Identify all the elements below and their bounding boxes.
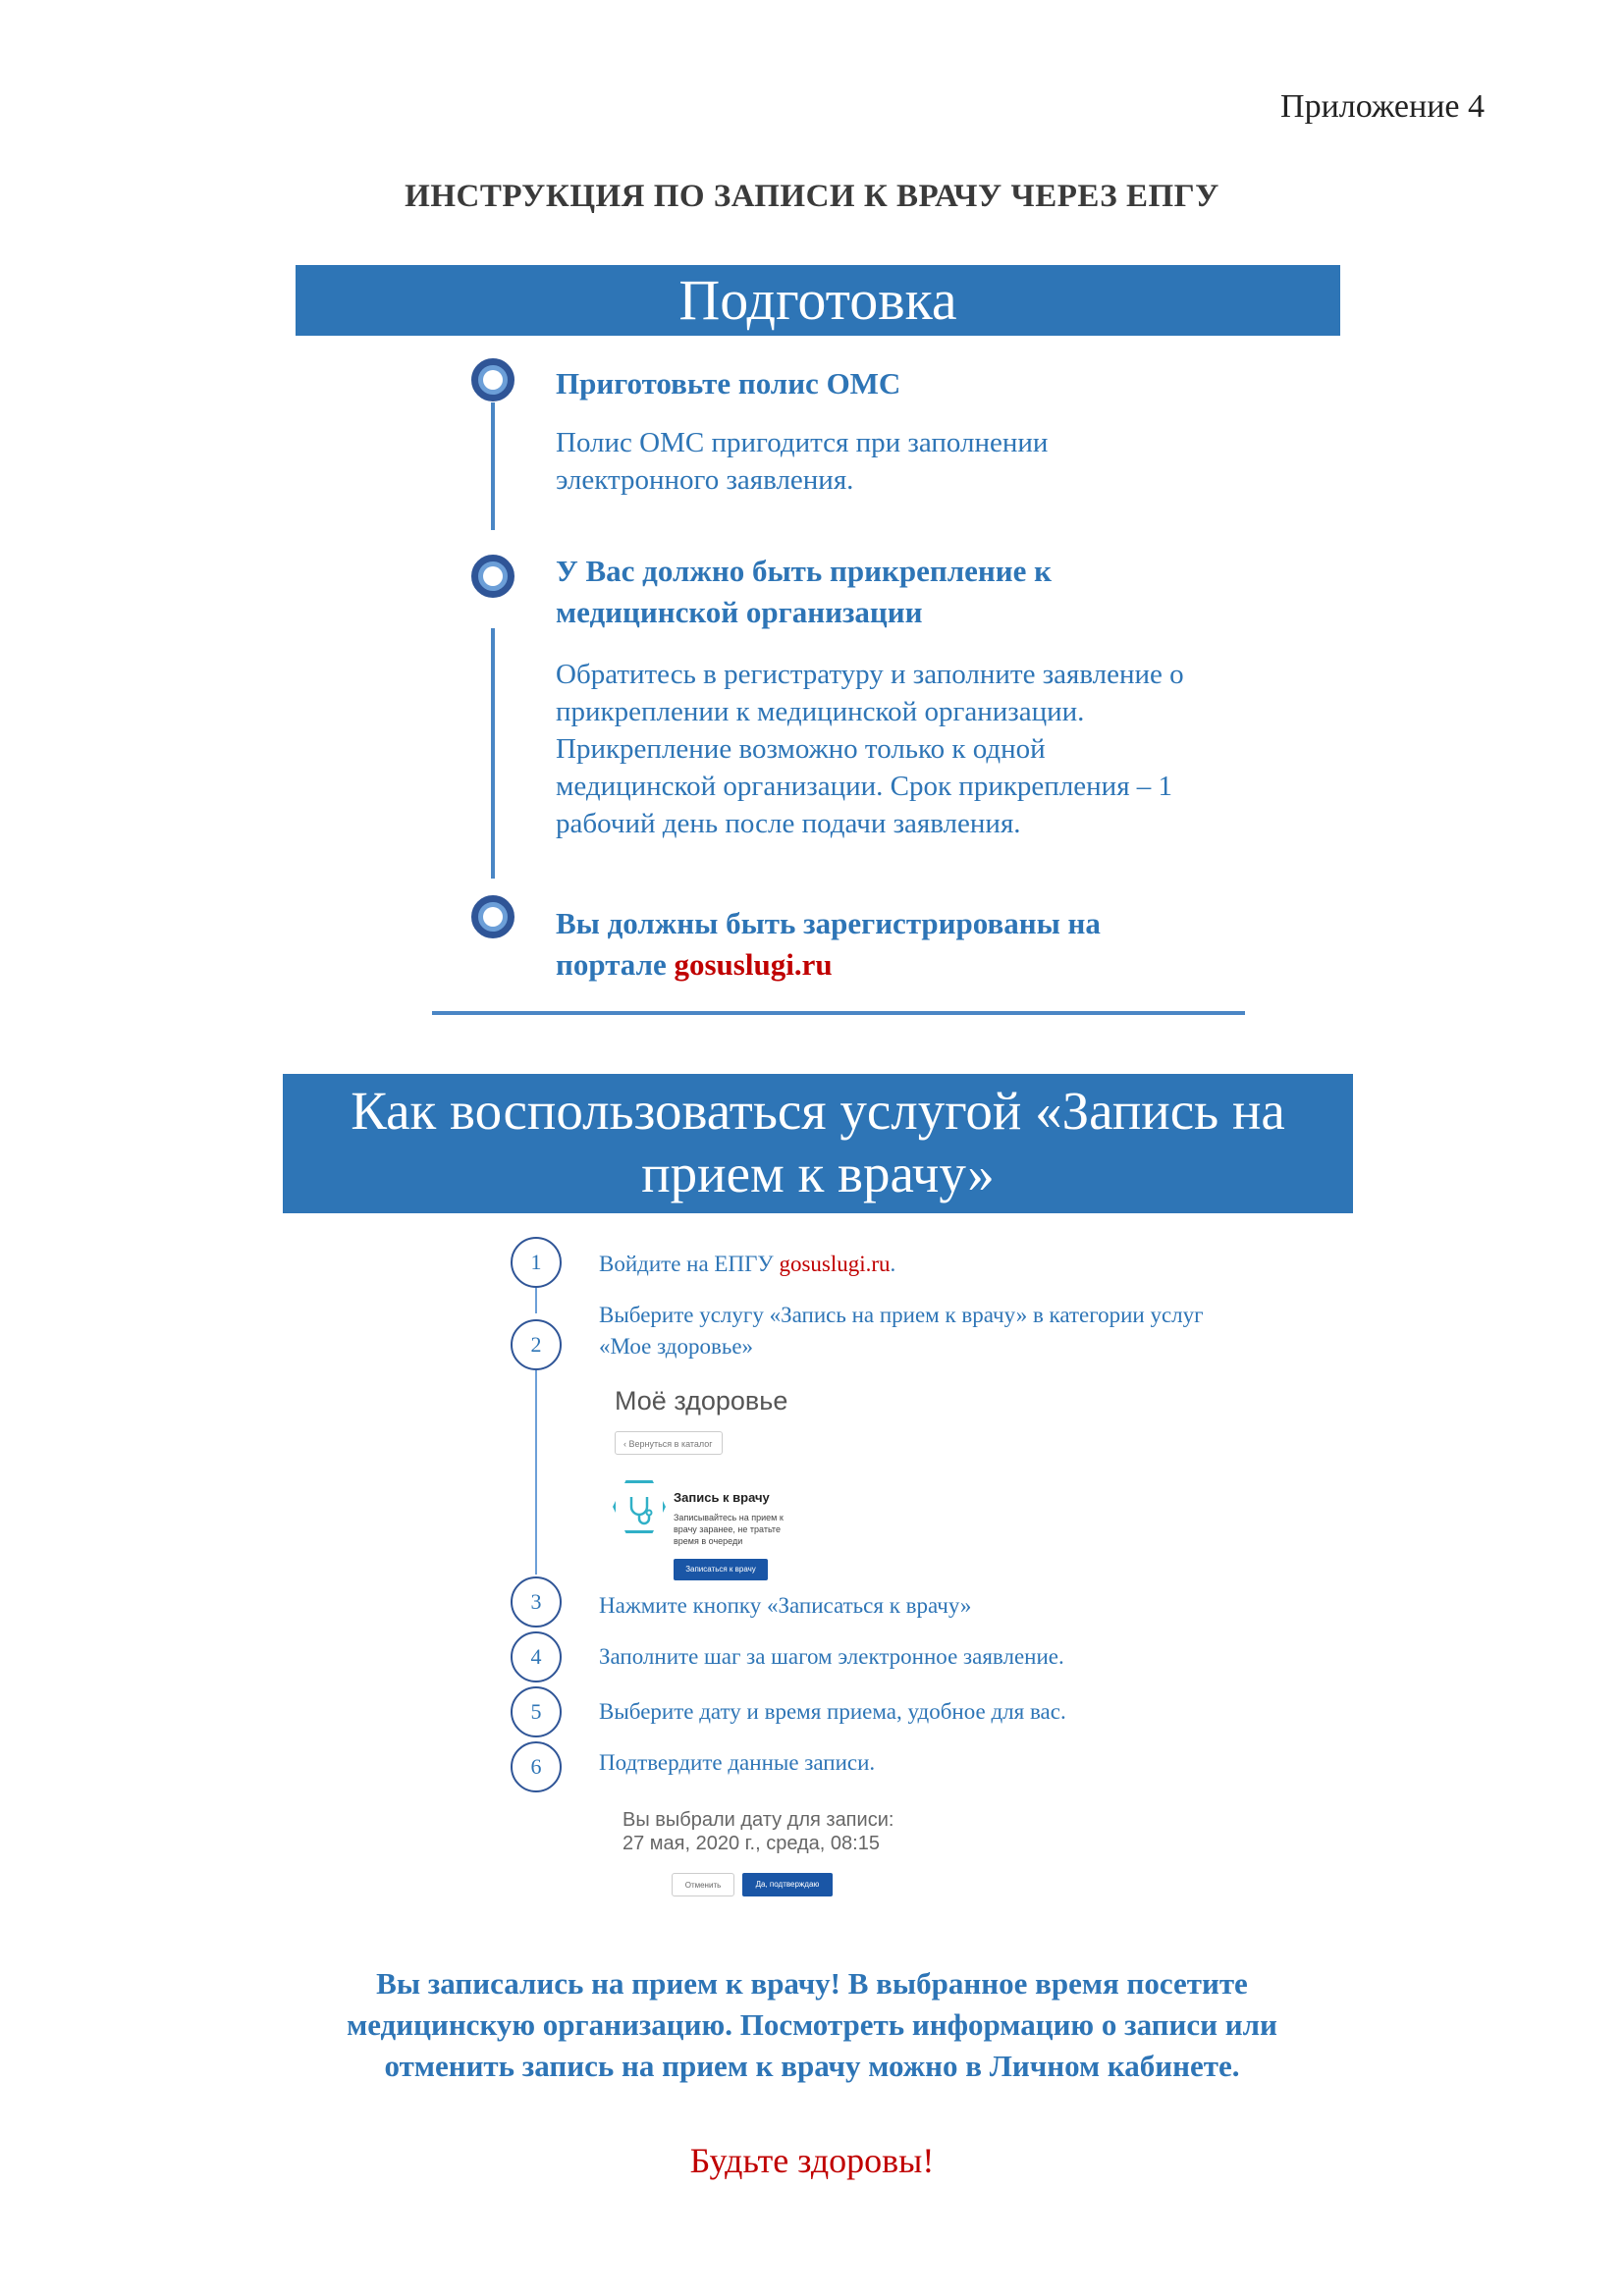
book-doctor-button: Записаться к врачу — [674, 1559, 768, 1580]
cancel-button: Отменить — [672, 1873, 734, 1896]
appendix-label: Приложение 4 — [1280, 88, 1485, 125]
step-number-1: 1 — [511, 1237, 562, 1288]
prep-item-heading: Вы должны быть зарегистрированы на портале gosuslugi.ru — [556, 906, 1101, 982]
step-text-4: Заполните шаг за шагом электронное заявление. — [599, 1644, 1064, 1669]
step-text-3: Нажмите кнопку «Записаться к врачу» — [599, 1593, 972, 1618]
step-text-1: Войдите на ЕПГУ gosuslugi.ru. — [599, 1252, 896, 1276]
gosuslugi-link[interactable]: gosuslugi.ru — [674, 947, 833, 982]
back-to-catalog-button: ‹ Вернуться в каталог — [615, 1431, 723, 1455]
confirmation-text: Вы выбрали дату для записи: 27 мая, 2020 г., среда, 08:15 — [623, 1809, 894, 1854]
howto-banner: Как воспользоваться услугой «Запись на прием к врачу» — [283, 1074, 1353, 1213]
step-number-2: 2 — [511, 1319, 562, 1370]
section-divider — [432, 1011, 1245, 1015]
step-number-5: 5 — [511, 1686, 562, 1737]
prep-item-heading: Приготовьте полис ОМС — [556, 366, 901, 400]
timeline-line — [491, 628, 495, 879]
step-text-5: Выберите дату и время приема, удобное для вас. — [599, 1699, 1066, 1724]
steps-line — [535, 1288, 537, 1313]
step-text-6: Подтвердите данные записи. — [599, 1750, 876, 1775]
steps-line — [535, 1370, 537, 1575]
step-number-3: 3 — [511, 1576, 562, 1628]
document-title: ИНСТРУКЦИЯ ПО ЗАПИСИ К ВРАЧУ ЧЕРЕЗ ЕПГУ — [405, 179, 1219, 214]
step-text-2: Выберите услугу «Запись на прием к врачу» в категории услуг «Мое здоровье» — [599, 1303, 1204, 1359]
preparation-banner: Подготовка — [296, 265, 1340, 336]
final-message: Вы записались на прием к врачу! В выбранное время посетите медицинскую организацию. Посмотреть информацию о записи или отменить запись на прием к врачу можно в Личном кабинете. — [347, 1966, 1277, 2083]
service-description: Записывайтесь на прием к врачу заранее, не тратьте время в очереди — [674, 1513, 784, 1546]
timeline-line — [491, 402, 495, 530]
confirm-button: Да, подтверждаю — [742, 1873, 833, 1896]
screenshot-my-health-title: Моё здоровье — [615, 1386, 788, 1415]
stethoscope-icon — [613, 1480, 666, 1533]
prep-item-body: Полис ОМС пригодится при заполнении электронного заявления. — [556, 427, 1049, 496]
closing-text: Будьте здоровы! — [689, 2141, 935, 2180]
gosuslugi-link[interactable]: gosuslugi.ru — [779, 1252, 891, 1276]
timeline-node-icon — [471, 358, 514, 401]
timeline-node-icon — [471, 895, 514, 938]
prep-item-body: Обратитесь в регистратуру и заполните заявление о прикреплении к медицинской организации. Прикрепление возможно только к одной медицинской организации. Срок прикрепления – 1 рабочий день после подачи заявления. — [556, 659, 1184, 839]
step-number-4: 4 — [511, 1631, 562, 1682]
stethoscope-icon — [616, 1483, 663, 1530]
service-title: Запись к врачу — [674, 1490, 770, 1505]
prep-item-heading: У Вас должно быть прикрепление к медицинской организации — [556, 554, 1052, 629]
step-number-6: 6 — [511, 1741, 562, 1792]
timeline-node-icon — [471, 555, 514, 598]
